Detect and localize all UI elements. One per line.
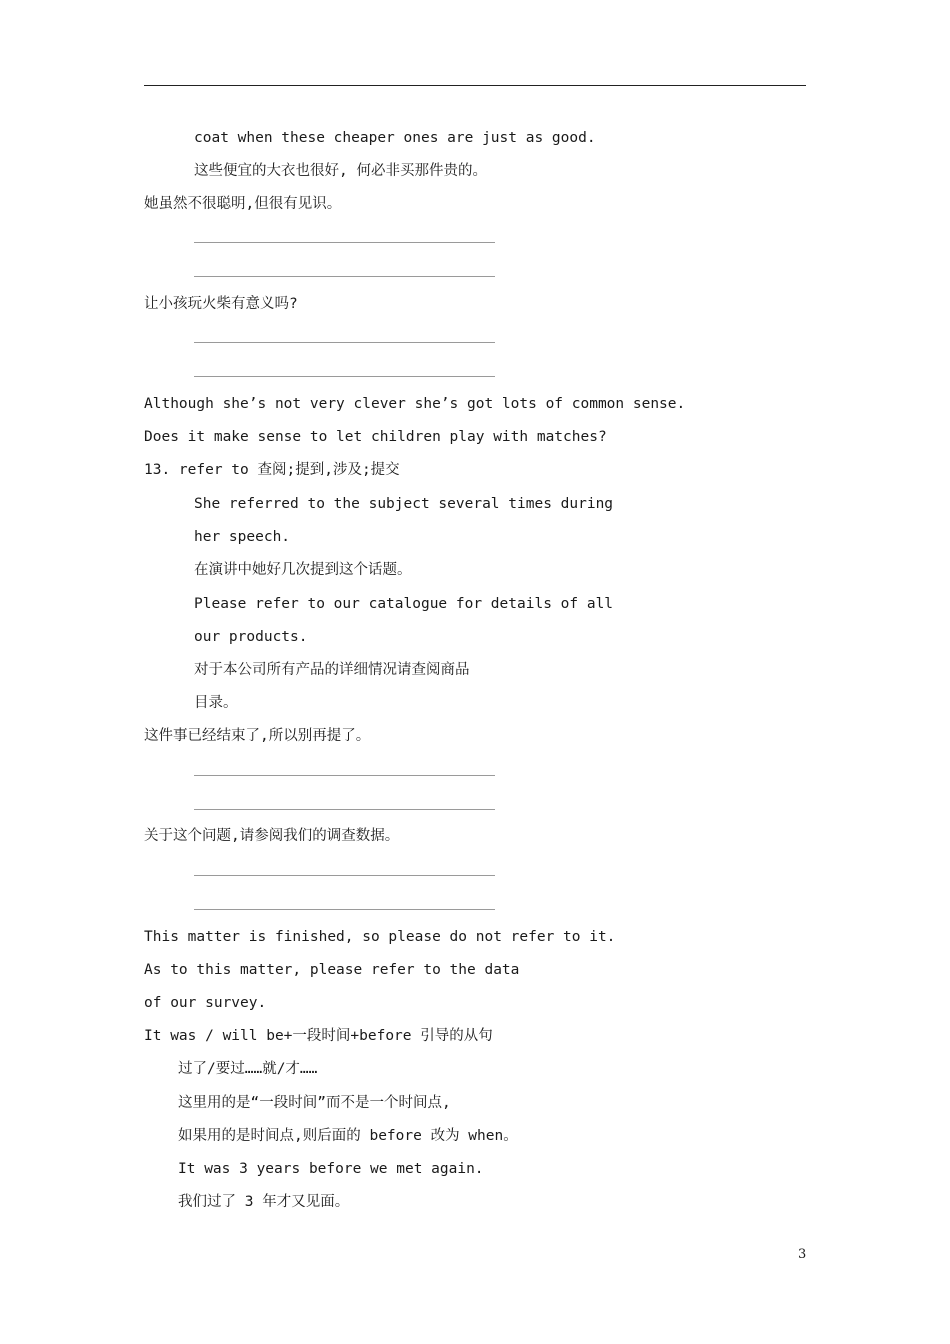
text-line: It was 3 years before we met again. bbox=[178, 1161, 484, 1177]
exercise-prompt: 她虽然不很聪明,但很有见识。 bbox=[144, 196, 342, 212]
text-line: our products. bbox=[194, 629, 308, 645]
answer-blank[interactable] bbox=[194, 276, 495, 277]
text-line: coat when these cheaper ones are just as good. bbox=[194, 130, 596, 146]
answer-blank[interactable] bbox=[194, 376, 495, 377]
exercise-prompt: 关于这个问题,请参阅我们的调查数据。 bbox=[144, 828, 400, 844]
text-line: 这里用的是“一段时间”而不是一个时间点, bbox=[178, 1095, 451, 1111]
answer-blank[interactable] bbox=[194, 909, 495, 910]
answer-blank[interactable] bbox=[194, 875, 495, 876]
answer-line: As to this matter, please refer to the data bbox=[144, 962, 520, 978]
text-line: 对于本公司所有产品的详细情况请查阅商品 bbox=[194, 662, 470, 678]
text-line: Please refer to our catalogue for details of all bbox=[194, 596, 614, 612]
answer-line: Although she’s not very clever she’s got lots of common sense. bbox=[144, 396, 686, 412]
header-rule bbox=[144, 85, 806, 86]
answer-line: This matter is finished, so please do not refer to it. bbox=[144, 929, 616, 945]
answer-blank[interactable] bbox=[194, 775, 495, 776]
answer-blank[interactable] bbox=[194, 242, 495, 243]
text-line: 目录。 bbox=[194, 695, 238, 711]
text-line: 我们过了 3 年才又见面。 bbox=[178, 1194, 350, 1210]
section-heading: 13. refer to 查阅;提到,涉及;提交 bbox=[144, 462, 400, 478]
answer-line: of our survey. bbox=[144, 995, 267, 1011]
section-heading: It was / will be+一段时间+before 引导的从句 bbox=[144, 1028, 493, 1044]
text-line: 在演讲中她好几次提到这个话题。 bbox=[194, 562, 412, 578]
exercise-prompt: 让小孩玩火柴有意义吗? bbox=[144, 296, 298, 312]
text-line: her speech. bbox=[194, 529, 291, 545]
page-number: 3 bbox=[798, 1247, 807, 1262]
text-line: 如果用的是时间点,则后面的 before 改为 when。 bbox=[178, 1128, 518, 1144]
exercise-prompt: 这件事已经结束了,所以别再提了。 bbox=[144, 728, 371, 744]
answer-blank[interactable] bbox=[194, 809, 495, 810]
text-line: She referred to the subject several times during bbox=[194, 496, 614, 512]
answer-line: Does it make sense to let children play with matches? bbox=[144, 429, 607, 445]
text-line: 过了/要过……就/才…… bbox=[178, 1061, 318, 1077]
text-line: 这些便宜的大衣也很好, 何必非买那件贵的。 bbox=[194, 163, 487, 179]
answer-blank[interactable] bbox=[194, 342, 495, 343]
